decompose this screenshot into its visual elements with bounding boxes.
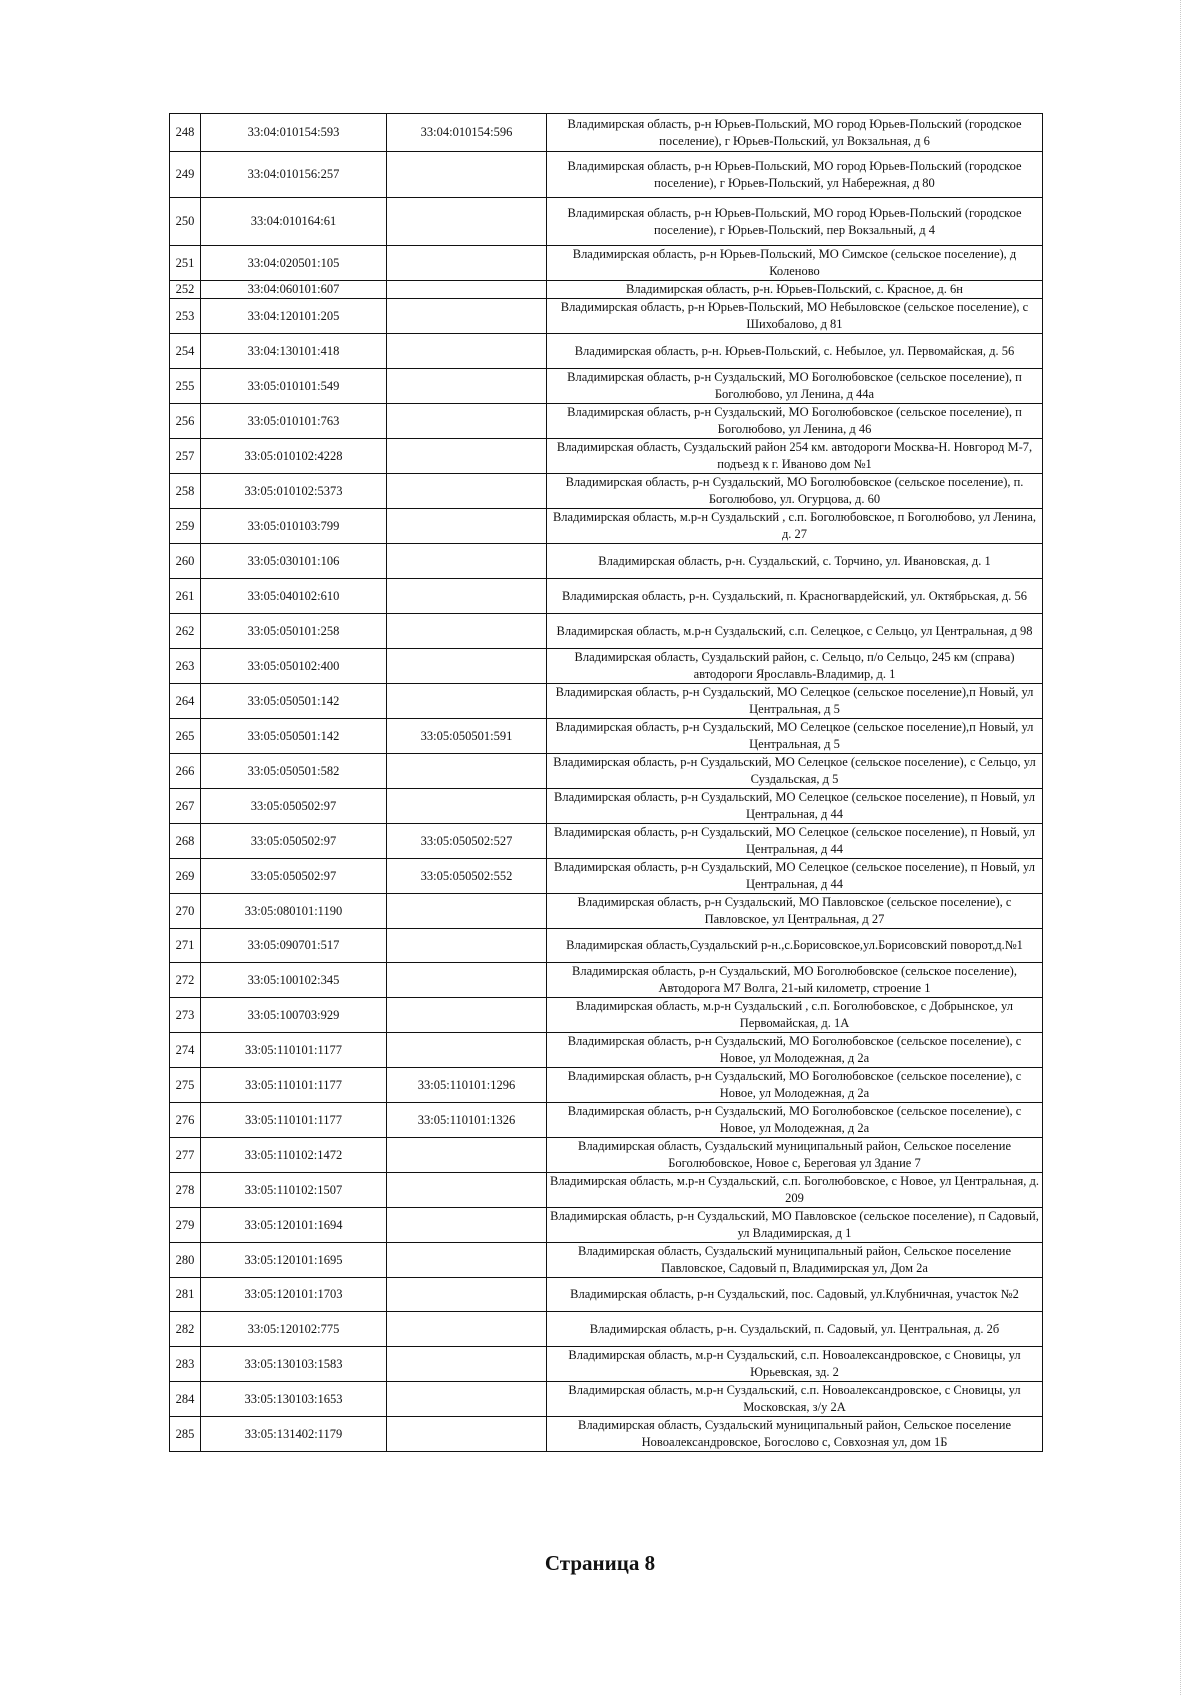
row-number: 281 — [170, 1278, 201, 1312]
cadastral-number: 33:05:120101:1695 — [201, 1243, 387, 1278]
cadastral-number: 33:05:050102:400 — [201, 649, 387, 684]
row-number: 252 — [170, 281, 201, 299]
row-number: 274 — [170, 1033, 201, 1068]
object-cadastral-number — [387, 789, 547, 824]
cadastral-number: 33:05:090701:517 — [201, 929, 387, 963]
object-cadastral-number — [387, 684, 547, 719]
address: Владимирская область, р-н Суздальский, МО Селецкое (сельское поселение), п Новый, ул Центральная, д 44 — [547, 789, 1043, 824]
cadastral-number: 33:05:010102:4228 — [201, 439, 387, 474]
cadastral-number: 33:05:040102:610 — [201, 579, 387, 614]
address: Владимирская область, р-н Суздальский, МО Боголюбовское (сельское поселение), Автодорога М7 Волга, 21-ый километр, строение 1 — [547, 963, 1043, 998]
row-number: 283 — [170, 1347, 201, 1382]
scan-edge-line — [1180, 0, 1182, 1695]
row-number: 279 — [170, 1208, 201, 1243]
table-row — [170, 789, 1043, 824]
cadastral-number: 33:05:110101:1177 — [201, 1068, 387, 1103]
address: Владимирская область, р-н Суздальский, МО Селецкое (сельское поселение),п Новый, ул Центральная, д 5 — [547, 684, 1043, 719]
object-cadastral-number — [387, 1417, 547, 1452]
table-row — [170, 1068, 1043, 1103]
cadastral-number: 33:04:010164:61 — [201, 198, 387, 246]
address: Владимирская область, р-н Суздальский, МО Селецкое (сельское поселение), с Сельцо, ул Суздальская, д 5 — [547, 754, 1043, 789]
table-row — [170, 439, 1043, 474]
object-cadastral-number — [387, 998, 547, 1033]
table-row — [170, 1278, 1043, 1312]
cadastral-number: 33:05:010103:799 — [201, 509, 387, 544]
address: Владимирская область, р-н. Суздальский, с. Торчино, ул. Ивановская, д. 1 — [547, 544, 1043, 579]
object-cadastral-number — [387, 1243, 547, 1278]
table-row — [170, 1103, 1043, 1138]
object-cadastral-number — [387, 579, 547, 614]
cadastral-number: 33:05:050502:97 — [201, 789, 387, 824]
table-row — [170, 754, 1043, 789]
cadastral-number: 33:04:010156:257 — [201, 152, 387, 198]
row-number: 275 — [170, 1068, 201, 1103]
address: Владимирская область, Суздальский муниципальный район, Сельское поселение Боголюбовское, Новое с, Береговая ул Здание 7 — [547, 1138, 1043, 1173]
row-number: 250 — [170, 198, 201, 246]
cadastral-number: 33:05:100102:345 — [201, 963, 387, 998]
cadastral-number: 33:05:010101:763 — [201, 404, 387, 439]
cadastral-number: 33:05:110101:1177 — [201, 1033, 387, 1068]
cadastral-number: 33:05:050101:258 — [201, 614, 387, 649]
object-cadastral-number — [387, 1312, 547, 1347]
row-number: 270 — [170, 894, 201, 929]
cadastral-number: 33:05:010101:549 — [201, 369, 387, 404]
table-row — [170, 198, 1043, 246]
object-cadastral-number — [387, 299, 547, 334]
address: Владимирская область, м.р-н Суздальский, с.п. Боголюбовское, с Новое, ул Центральная, д. 209 — [547, 1173, 1043, 1208]
row-number: 267 — [170, 789, 201, 824]
row-number: 256 — [170, 404, 201, 439]
address: Владимирская область, р-н Суздальский, МО Боголюбовское (сельское поселение), с Новое, ул Молодежная, д 2а — [547, 1103, 1043, 1138]
cadastral-number: 33:05:110102:1507 — [201, 1173, 387, 1208]
row-number: 268 — [170, 824, 201, 859]
object-cadastral-number: 33:04:010154:596 — [387, 114, 547, 152]
cadastral-number: 33:05:131402:1179 — [201, 1417, 387, 1452]
address: Владимирская область,Суздальский р-н.,с.Борисовское,ул.Борисовский поворот,д.№1 — [547, 929, 1043, 963]
object-cadastral-number — [387, 334, 547, 369]
table-row — [170, 1417, 1043, 1452]
table-row — [170, 649, 1043, 684]
address: Владимирская область, м.р-н Суздальский , с.п. Боголюбовское, с Добрынское, ул Первомайская, д. 1А — [547, 998, 1043, 1033]
table-row — [170, 684, 1043, 719]
address: Владимирская область, р-н Суздальский, МО Боголюбовское (сельское поселение), с Новое, ул Молодежная, д 2а — [547, 1033, 1043, 1068]
address: Владимирская область, р-н Юрьев-Польский, МО город Юрьев-Польский (городское поселение), г Юрьев-Польский, ул Вокзальная, д 6 — [547, 114, 1043, 152]
row-number: 278 — [170, 1173, 201, 1208]
address: Владимирская область, р-н Суздальский, МО Павловское (сельское поселение), с Павловское, ул Центральная, д 27 — [547, 894, 1043, 929]
address: Владимирская область, р-н. Юрьев-Польский, с. Небылое, ул. Первомайская, д. 56 — [547, 334, 1043, 369]
row-number: 277 — [170, 1138, 201, 1173]
row-number: 264 — [170, 684, 201, 719]
address: Владимирская область, р-н Суздальский, МО Боголюбовское (сельское поселение), п Боголюбово, ул Ленина, д 44а — [547, 369, 1043, 404]
row-number: 262 — [170, 614, 201, 649]
object-cadastral-number: 33:05:050502:552 — [387, 859, 547, 894]
row-number: 273 — [170, 998, 201, 1033]
address: Владимирская область, р-н Суздальский, МО Боголюбовское (сельское поселение), с Новое, ул Молодежная, д 2а — [547, 1068, 1043, 1103]
row-number: 258 — [170, 474, 201, 509]
object-cadastral-number — [387, 198, 547, 246]
cadastral-number: 33:05:120102:775 — [201, 1312, 387, 1347]
row-number: 263 — [170, 649, 201, 684]
object-cadastral-number — [387, 152, 547, 198]
cadastral-number: 33:05:120101:1694 — [201, 1208, 387, 1243]
address: Владимирская область, р-н Юрьев-Польский, МО город Юрьев-Польский (городское поселение), г Юрьев-Польский, ул Набережная, д 80 — [547, 152, 1043, 198]
row-number: 265 — [170, 719, 201, 754]
object-cadastral-number: 33:05:050501:591 — [387, 719, 547, 754]
object-cadastral-number — [387, 404, 547, 439]
address: Владимирская область, м.р-н Суздальский , с.п. Боголюбовское, п Боголюбово, ул Ленина, д. 27 — [547, 509, 1043, 544]
address: Владимирская область, р-н Юрьев-Польский, МО Симское (сельское поселение), д Коленово — [547, 246, 1043, 281]
object-cadastral-number — [387, 474, 547, 509]
object-cadastral-number — [387, 754, 547, 789]
address: Владимирская область, р-н. Юрьев-Польский, с. Красное, д. 6н — [547, 281, 1043, 299]
cadastral-number: 33:05:050502:97 — [201, 859, 387, 894]
address: Владимирская область, р-н Суздальский, МО Боголюбовское (сельское поселение), п. Боголюбово, ул. Огурцова, д. 60 — [547, 474, 1043, 509]
table-body — [170, 114, 1043, 1452]
cadastral-number: 33:05:030101:106 — [201, 544, 387, 579]
table-row — [170, 509, 1043, 544]
row-number: 272 — [170, 963, 201, 998]
table-row — [170, 1382, 1043, 1417]
object-cadastral-number — [387, 1278, 547, 1312]
address: Владимирская область, р-н. Суздальский, п. Красногвардейский, ул. Октябрьская, д. 56 — [547, 579, 1043, 614]
cadastral-number: 33:05:130103:1583 — [201, 1347, 387, 1382]
cadastral-number: 33:05:080101:1190 — [201, 894, 387, 929]
table-row — [170, 894, 1043, 929]
address: Владимирская область, р-н. Суздальский, п. Садовый, ул. Центральная, д. 2б — [547, 1312, 1043, 1347]
cadastral-number: 33:05:110102:1472 — [201, 1138, 387, 1173]
table-row — [170, 152, 1043, 198]
cadastral-number: 33:04:060101:607 — [201, 281, 387, 299]
object-cadastral-number — [387, 246, 547, 281]
row-number: 260 — [170, 544, 201, 579]
object-cadastral-number: 33:05:110101:1326 — [387, 1103, 547, 1138]
page-number: Страница 8 — [544, 1551, 656, 1575]
table-row — [170, 824, 1043, 859]
cadastral-number: 33:04:130101:418 — [201, 334, 387, 369]
address: Владимирская область, м.р-н Суздальский, с.п. Новоалександровское, с Сновицы, ул Юрьевская, зд. 2 — [547, 1347, 1043, 1382]
table-row — [170, 334, 1043, 369]
address: Владимирская область, р-н Юрьев-Польский, МО город Юрьев-Польский (городское поселение), г Юрьев-Польский, пер Вокзальный, д 4 — [547, 198, 1043, 246]
table-row — [170, 544, 1043, 579]
address: Владимирская область, р-н Суздальский, МО Боголюбовское (сельское поселение), п Боголюбово, ул Ленина, д 46 — [547, 404, 1043, 439]
address: Владимирская область, р-н Юрьев-Польский, МО Небыловское (сельское поселение), с Шихобалово, д 81 — [547, 299, 1043, 334]
row-number: 259 — [170, 509, 201, 544]
table-row — [170, 963, 1043, 998]
cadastral-number: 33:04:020501:105 — [201, 246, 387, 281]
object-cadastral-number — [387, 1138, 547, 1173]
table-row — [170, 474, 1043, 509]
object-cadastral-number — [387, 1382, 547, 1417]
table-row — [170, 246, 1043, 281]
table-row — [170, 1208, 1043, 1243]
object-cadastral-number — [387, 1208, 547, 1243]
table-row — [170, 1312, 1043, 1347]
address: Владимирская область, Суздальский район, с. Сельцо, п/о Сельцо, 245 км (справа) автодороги Ярославль-Владимир, д. 1 — [547, 649, 1043, 684]
table-row — [170, 404, 1043, 439]
row-number: 280 — [170, 1243, 201, 1278]
table-row — [170, 1033, 1043, 1068]
address: Владимирская область, р-н Суздальский, пос. Садовый, ул.Клубничная, участок №2 — [547, 1278, 1043, 1312]
object-cadastral-number — [387, 1033, 547, 1068]
row-number: 271 — [170, 929, 201, 963]
object-cadastral-number — [387, 1173, 547, 1208]
table-row — [170, 1243, 1043, 1278]
object-cadastral-number — [387, 894, 547, 929]
table-row — [170, 719, 1043, 754]
object-cadastral-number — [387, 1347, 547, 1382]
address: Владимирская область, Суздальский район 254 км. автодороги Москва-Н. Новгород М-7, подъезд к г. Иваново дом №1 — [547, 439, 1043, 474]
object-cadastral-number: 33:05:050502:527 — [387, 824, 547, 859]
object-cadastral-number — [387, 963, 547, 998]
address: Владимирская область, р-н Суздальский, МО Павловское (сельское поселение), п Садовый, ул Владимирская, д 1 — [547, 1208, 1043, 1243]
row-number: 257 — [170, 439, 201, 474]
cadastral-table — [169, 113, 1043, 1452]
row-number: 285 — [170, 1417, 201, 1452]
address: Владимирская область, м.р-н Суздальский, с.п. Новоалександровское, с Сновицы, ул Московская, з/у 2А — [547, 1382, 1043, 1417]
address: Владимирская область, Суздальский муниципальный район, Сельское поселение Павловское, Садовый п, Владимирская ул, Дом 2а — [547, 1243, 1043, 1278]
table-row — [170, 369, 1043, 404]
row-number: 249 — [170, 152, 201, 198]
cadastral-number: 33:05:050501:582 — [201, 754, 387, 789]
row-number: 282 — [170, 1312, 201, 1347]
address: Владимирская область, р-н Суздальский, МО Селецкое (сельское поселение), п Новый, ул Центральная, д 44 — [547, 824, 1043, 859]
object-cadastral-number — [387, 509, 547, 544]
cadastral-number: 33:05:050501:142 — [201, 684, 387, 719]
object-cadastral-number — [387, 544, 547, 579]
row-number: 284 — [170, 1382, 201, 1417]
table-row — [170, 998, 1043, 1033]
cadastral-number: 33:05:120101:1703 — [201, 1278, 387, 1312]
cadastral-number: 33:05:130103:1653 — [201, 1382, 387, 1417]
address: Владимирская область, м.р-н Суздальский, с.п. Селецкое, с Сельцо, ул Центральная, д 98 — [547, 614, 1043, 649]
cadastral-number: 33:05:050501:142 — [201, 719, 387, 754]
table-row — [170, 579, 1043, 614]
table-row — [170, 281, 1043, 299]
table-row — [170, 1138, 1043, 1173]
cadastral-number: 33:04:120101:205 — [201, 299, 387, 334]
cadastral-number: 33:05:050502:97 — [201, 824, 387, 859]
row-number: 276 — [170, 1103, 201, 1138]
object-cadastral-number — [387, 929, 547, 963]
row-number: 269 — [170, 859, 201, 894]
address: Владимирская область, Суздальский муниципальный район, Сельское поселение Новоалександровское, Богослово с, Совхозная ул, дом 1Б — [547, 1417, 1043, 1452]
address: Владимирская область, р-н Суздальский, МО Селецкое (сельское поселение),п Новый, ул Центральная, д 5 — [547, 719, 1043, 754]
object-cadastral-number — [387, 281, 547, 299]
object-cadastral-number — [387, 369, 547, 404]
table-row — [170, 614, 1043, 649]
row-number: 255 — [170, 369, 201, 404]
object-cadastral-number: 33:05:110101:1296 — [387, 1068, 547, 1103]
cadastral-number: 33:05:010102:5373 — [201, 474, 387, 509]
cadastral-number: 33:04:010154:593 — [201, 114, 387, 152]
table-row — [170, 859, 1043, 894]
table-row — [170, 929, 1043, 963]
row-number: 266 — [170, 754, 201, 789]
table-row — [170, 299, 1043, 334]
row-number: 251 — [170, 246, 201, 281]
row-number: 254 — [170, 334, 201, 369]
row-number: 253 — [170, 299, 201, 334]
cadastral-number: 33:05:100703:929 — [201, 998, 387, 1033]
row-number: 248 — [170, 114, 201, 152]
object-cadastral-number — [387, 614, 547, 649]
cadastral-number: 33:05:110101:1177 — [201, 1103, 387, 1138]
address: Владимирская область, р-н Суздальский, МО Селецкое (сельское поселение), п Новый, ул Центральная, д 44 — [547, 859, 1043, 894]
table-row — [170, 1347, 1043, 1382]
table-row — [170, 114, 1043, 152]
table-row — [170, 1173, 1043, 1208]
object-cadastral-number — [387, 439, 547, 474]
row-number: 261 — [170, 579, 201, 614]
object-cadastral-number — [387, 649, 547, 684]
